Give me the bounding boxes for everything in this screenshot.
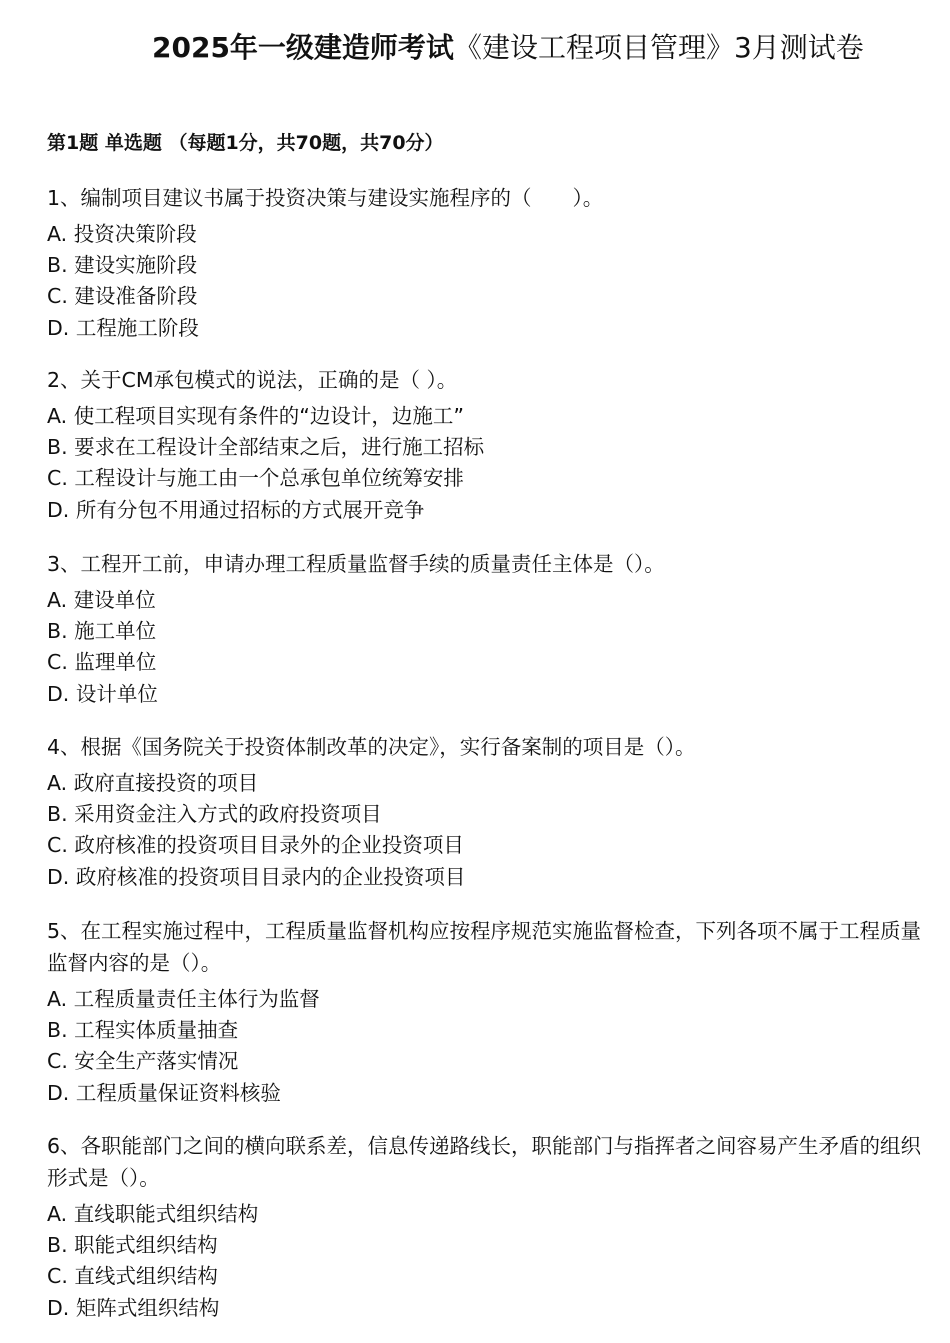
question-2 — [47, 364, 932, 526]
document-title — [152, 28, 942, 68]
option-a: A. 使工程项目实现有条件的“边设计，边施工” — [47, 404, 464, 428]
option-b: B. 要求在工程设计全部结束之后，进行施工招标 — [47, 435, 485, 460]
option-a: A. 直线职能式组织结构 — [47, 1202, 259, 1226]
question-stem: 3、工程开工前，申请办理工程质量监督手续的质量责任主体是（）。 — [47, 552, 665, 576]
option-b: B. 施工单位 — [47, 619, 157, 644]
option-d: D. 政府核准的投资项目目录内的企业投资项目 — [47, 864, 466, 889]
question-stem: 6、各职能部门之间的横向联系差，信息传递路线长，职能部门与指挥者之间容易产生矛盾的组织形式是（）。 — [47, 1134, 922, 1190]
option-c: C. 政府核准的投资项目目录外的企业投资项目 — [47, 833, 464, 858]
option-a: A. 政府直接投资的项目 — [47, 771, 259, 795]
option-c: C. 监理单位 — [47, 650, 157, 675]
question-stem: 4、根据《国务院关于投资体制改革的决定》，实行备案制的项目是（）。 — [47, 735, 696, 759]
question-6 — [47, 1130, 932, 1324]
option-d: D. 设计单位 — [47, 681, 158, 706]
option-d: D. 所有分包不用通过招标的方式展开竞争 — [47, 497, 425, 522]
option-d: D. 工程施工阶段 — [47, 315, 199, 340]
option-c: C. 安全生产落实情况 — [47, 1049, 239, 1074]
document-title-main: 2025年一级建造师考试 — [152, 31, 454, 64]
question-3 — [47, 548, 932, 710]
option-c: C. 建设准备阶段 — [47, 284, 198, 309]
option-b: B. 职能式组织结构 — [47, 1233, 218, 1258]
option-b: B. 采用资金注入方式的政府投资项目 — [47, 802, 382, 827]
question-5 — [47, 915, 932, 1109]
option-a: A. 建设单位 — [47, 588, 156, 612]
question-stem: 1、编制项目建议书属于投资决策与建设实施程序的（ ）。 — [47, 186, 604, 210]
option-a: A. 投资决策阶段 — [47, 222, 197, 246]
option-d: D. 工程质量保证资料核验 — [47, 1080, 281, 1105]
question-stem: 2、关于CM承包模式的说法，正确的是（ ）。 — [47, 368, 458, 392]
document-title-subject: 《建设工程项目管理》3月测试卷 — [453, 31, 864, 64]
question-stem: 5、在工程实施过程中，工程质量监督机构应按程序规范实施监督检查，下列各项不属于工程质量监督内容的是（）。 — [47, 919, 922, 975]
option-c: C. 直线式组织结构 — [47, 1264, 218, 1289]
option-b: B. 建设实施阶段 — [47, 253, 198, 278]
question-1 — [47, 182, 932, 344]
option-c: C. 工程设计与施工由一个总承包单位统筹安排 — [47, 466, 464, 491]
section-heading: 第1题 单选题 （每题1分，共70题，共70分） — [47, 132, 444, 154]
option-b: B. 工程实体质量抽查 — [47, 1018, 239, 1043]
question-4 — [47, 731, 932, 893]
option-d: D. 矩阵式组织结构 — [47, 1295, 220, 1320]
option-a: A. 工程质量责任主体行为监督 — [47, 987, 320, 1011]
